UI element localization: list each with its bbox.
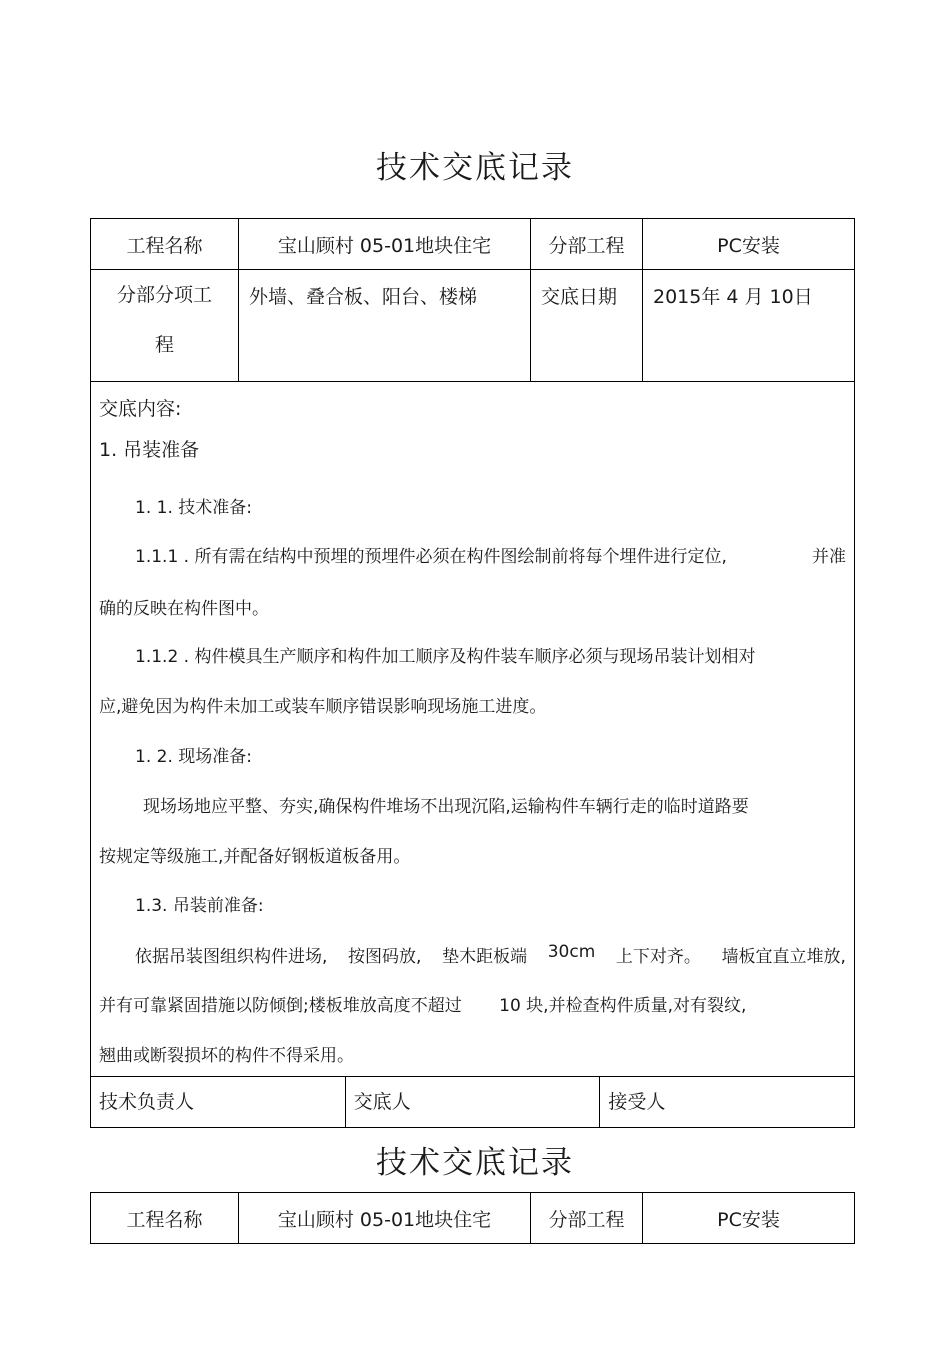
disclosure-content: [91, 382, 855, 1077]
para-1-3-line2-a: 并有可靠紧固措施以防倾倒;楼板堆放高度不超过: [99, 996, 462, 1016]
page-title: 技术交底记录: [376, 150, 574, 186]
para-1-3-line2-b: 10 块,并检查构件质量,对有裂纹,: [499, 996, 747, 1016]
disclosure-record-table-2: [90, 1192, 855, 1244]
date-label: 交底日期: [531, 270, 643, 382]
disclosure-record-table: [90, 218, 855, 1128]
signature-row: [91, 1077, 855, 1128]
division-label-2: 分部工程: [531, 1193, 643, 1244]
section-1-2-heading: 1. 2. 现场准备:: [135, 747, 252, 767]
para-1-3-seg3: 垫木距板端: [442, 947, 528, 967]
para-1-1-1-line2: 确的反映在构件图中。: [99, 599, 269, 619]
page-title-2: 技术交底记录: [376, 1145, 574, 1181]
project-name-label-2: 工程名称: [91, 1193, 239, 1244]
project-name-value-2: 宝山顾村 05-01地块住宅: [239, 1193, 531, 1244]
para-1-3-line2: [99, 991, 846, 1016]
para-1-1-1-line1: [135, 542, 846, 567]
para-1-1-1-text-b: 并准: [812, 547, 846, 567]
para-1-2-line2: 按规定等级施工,并配备好钢板道板备用。: [99, 847, 411, 867]
para-1-3-seg1: 依据吊装图组织构件进场,: [135, 947, 328, 967]
sub-item-value: 外墙、叠合板、阳台、楼梯: [239, 270, 531, 382]
para-1-3-line1: [135, 942, 846, 967]
para-1-3-seg6: 墙板宜直立堆放,: [721, 947, 846, 967]
content-heading: 交底内容:: [99, 398, 182, 420]
para-1-3-seg5: 上下对齐。: [615, 947, 701, 967]
date-value: 2015年 4 月 10日: [643, 270, 855, 382]
presenter-label: 交底人: [346, 1077, 601, 1127]
project-name-value: 宝山顾村 05-01地块住宅: [239, 219, 531, 270]
para-1-1-2-line1: 1.1.2 . 构件模具生产顺序和构件加工顺序及构件装车顺序必须与现场吊装计划相对: [135, 647, 756, 667]
division-value-2: PC安装: [643, 1193, 855, 1244]
sub-item-label-line2: 程: [154, 334, 174, 356]
para-1-1-1-text-a: 1.1.1 . 所有需在结构中预埋的预埋件必须在构件图绘制前将每个埋件进行定位,: [135, 547, 727, 567]
sub-item-label: [91, 270, 239, 382]
para-1-1-2-line2: 应,避免因为构件未加工或装车顺序错误影响现场施工进度。: [99, 697, 547, 717]
section-1-1-heading: 1. 1. 技术准备:: [135, 498, 252, 518]
para-1-3-seg4: 30cm: [547, 942, 596, 962]
tech-lead-label: 技术负责人: [91, 1077, 346, 1127]
receiver-label: 接受人: [608, 1091, 666, 1113]
project-name-label: 工程名称: [91, 219, 239, 270]
section-1-3-heading: 1.3. 吊装前准备:: [135, 896, 264, 916]
division-label: 分部工程: [531, 219, 643, 270]
para-1-3-line3: 翘曲或断裂损坏的构件不得采用。: [99, 1046, 354, 1066]
section-1-heading: 1. 吊装准备: [99, 439, 200, 461]
para-1-2-line1: 现场场地应平整、夯实,确保构件堆场不出现沉陷,运输构件车辆行走的临时道路要: [143, 797, 749, 817]
para-1-3-seg2: 按图码放,: [348, 947, 422, 967]
division-value: PC安装: [643, 219, 855, 270]
sub-item-label-line1: 分部分项工: [116, 284, 212, 306]
